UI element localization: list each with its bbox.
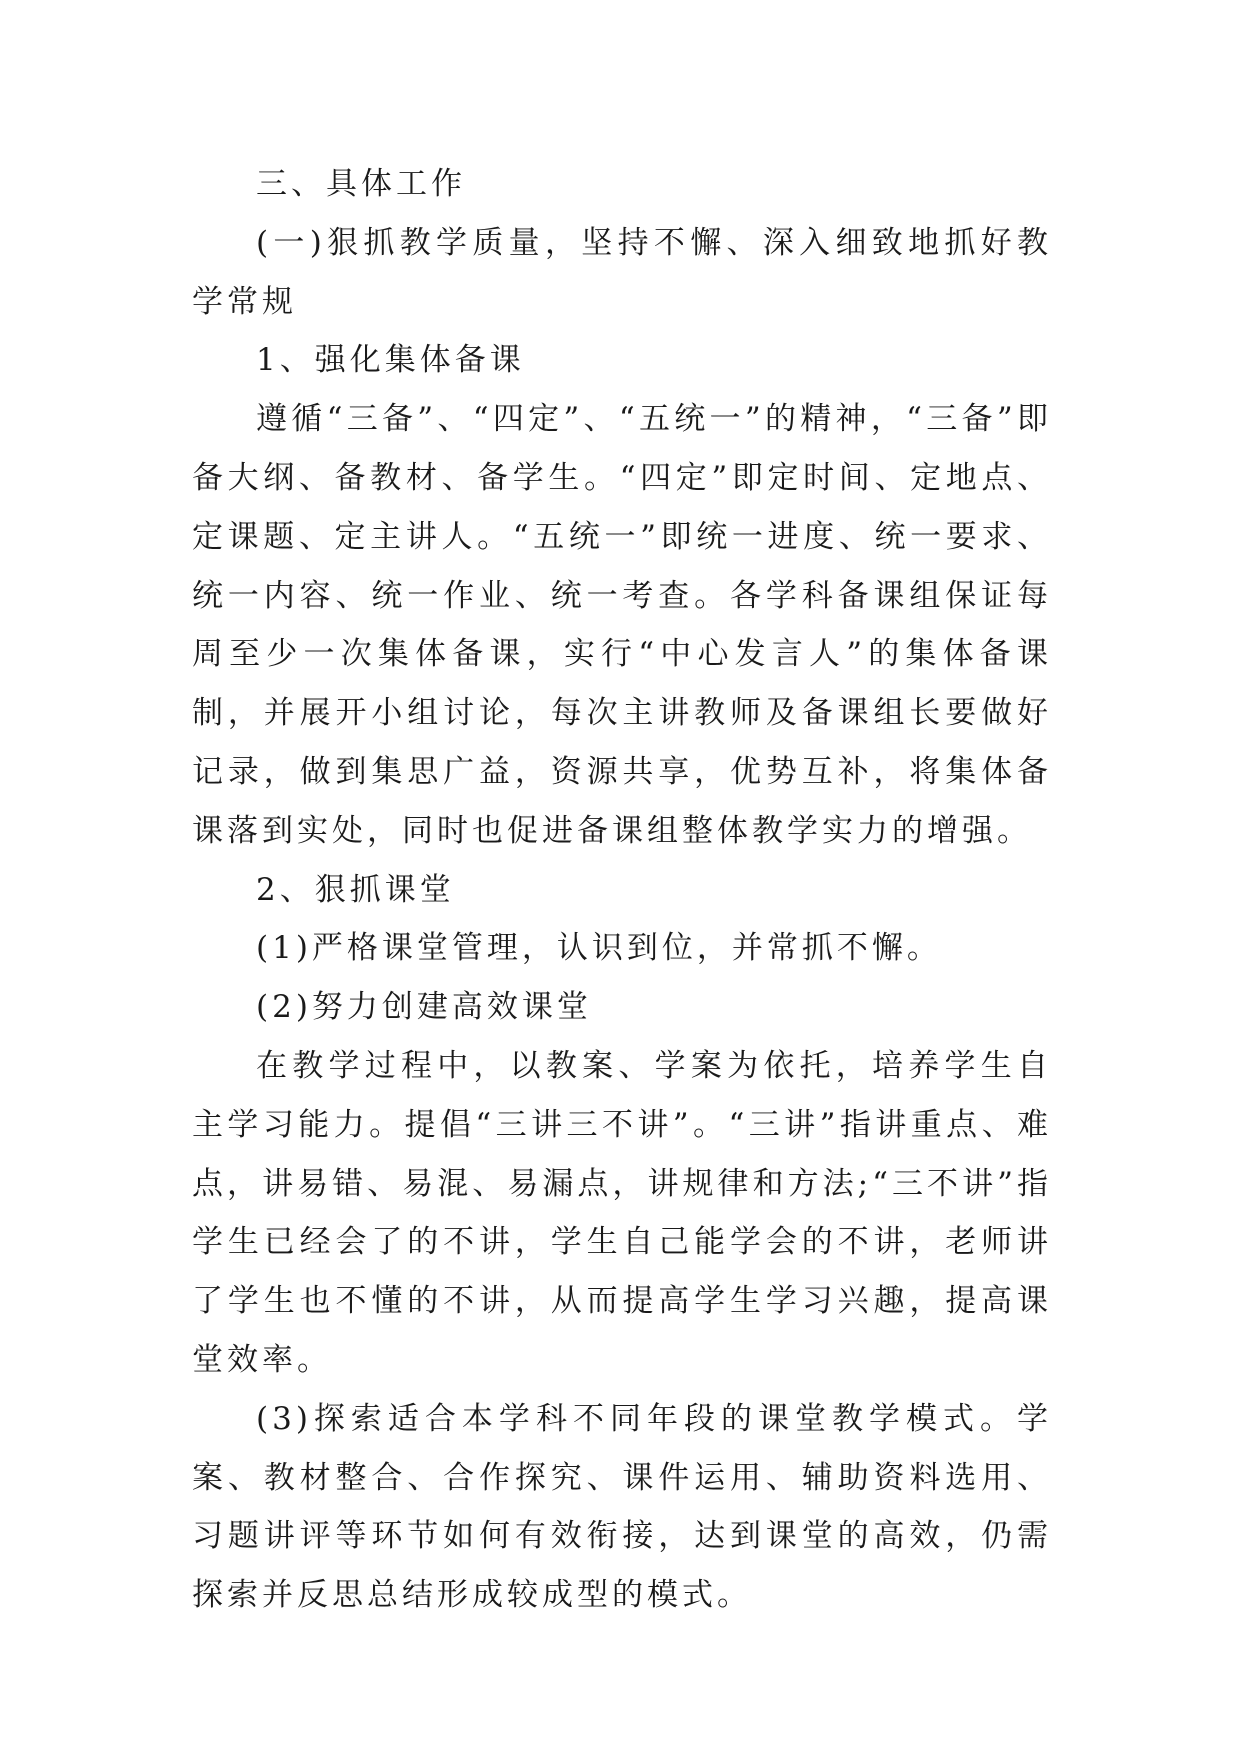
body-paragraph-2: 在教学过程中，以教案、学案为依托，培养学生自主学习能力。提倡“三讲三不讲”。“三讲”指讲重点、难点，讲易错、易混、易漏点，讲规律和方法;“三不讲”指学生已经会了的不讲，学生自己能学会的不讲，老师讲了学生也不懂的不讲，从而提高学生学习兴趣，提高课堂效率。 — [192, 1047, 1052, 1378]
sub-item-2: (2)努力创建高效课堂 — [256, 989, 592, 1026]
sub-item-3: (3)探索适合本学科不同年段的课堂教学模式。学案、教材整合、合作探究、课件运用、辅助资料选用、习题讲评等环节如何有效衔接，达到课堂的高效，仍需探索并反思总结形成较成型的模式。 — [192, 1400, 1052, 1614]
document-body — [192, 155, 1052, 1625]
item-heading-1: 1、强化集体备课 — [256, 342, 525, 379]
subsection-heading: (一)狠抓教学质量，坚持不懈、深入细致地抓好教学常规 — [192, 224, 1052, 320]
body-paragraph-1: 遵循“三备”、“四定”、“五统一”的精神，“三备”即备大纲、备教材、备学生。“四定”即定时间、定地点、定课题、定主讲人。“五统一”即统一进度、统一要求、统一内容、统一作业、统一考查。各学科备课组保证每周至少一次集体备课，实行“中心发言人”的集体备课制，并展开小组讨论，每次主讲教师及备课组长要做好记录，做到集思广益，资源共享，优势互补，将集体备课落到实处，同时也促进备课组整体教学实力的增强。 — [192, 401, 1052, 849]
item-heading-2: 2、狠抓课堂 — [256, 871, 455, 908]
section-heading: 三、具体工作 — [256, 166, 466, 202]
sub-item-1: (1)严格课堂管理，认识到位，并常抓不懈。 — [256, 930, 942, 967]
